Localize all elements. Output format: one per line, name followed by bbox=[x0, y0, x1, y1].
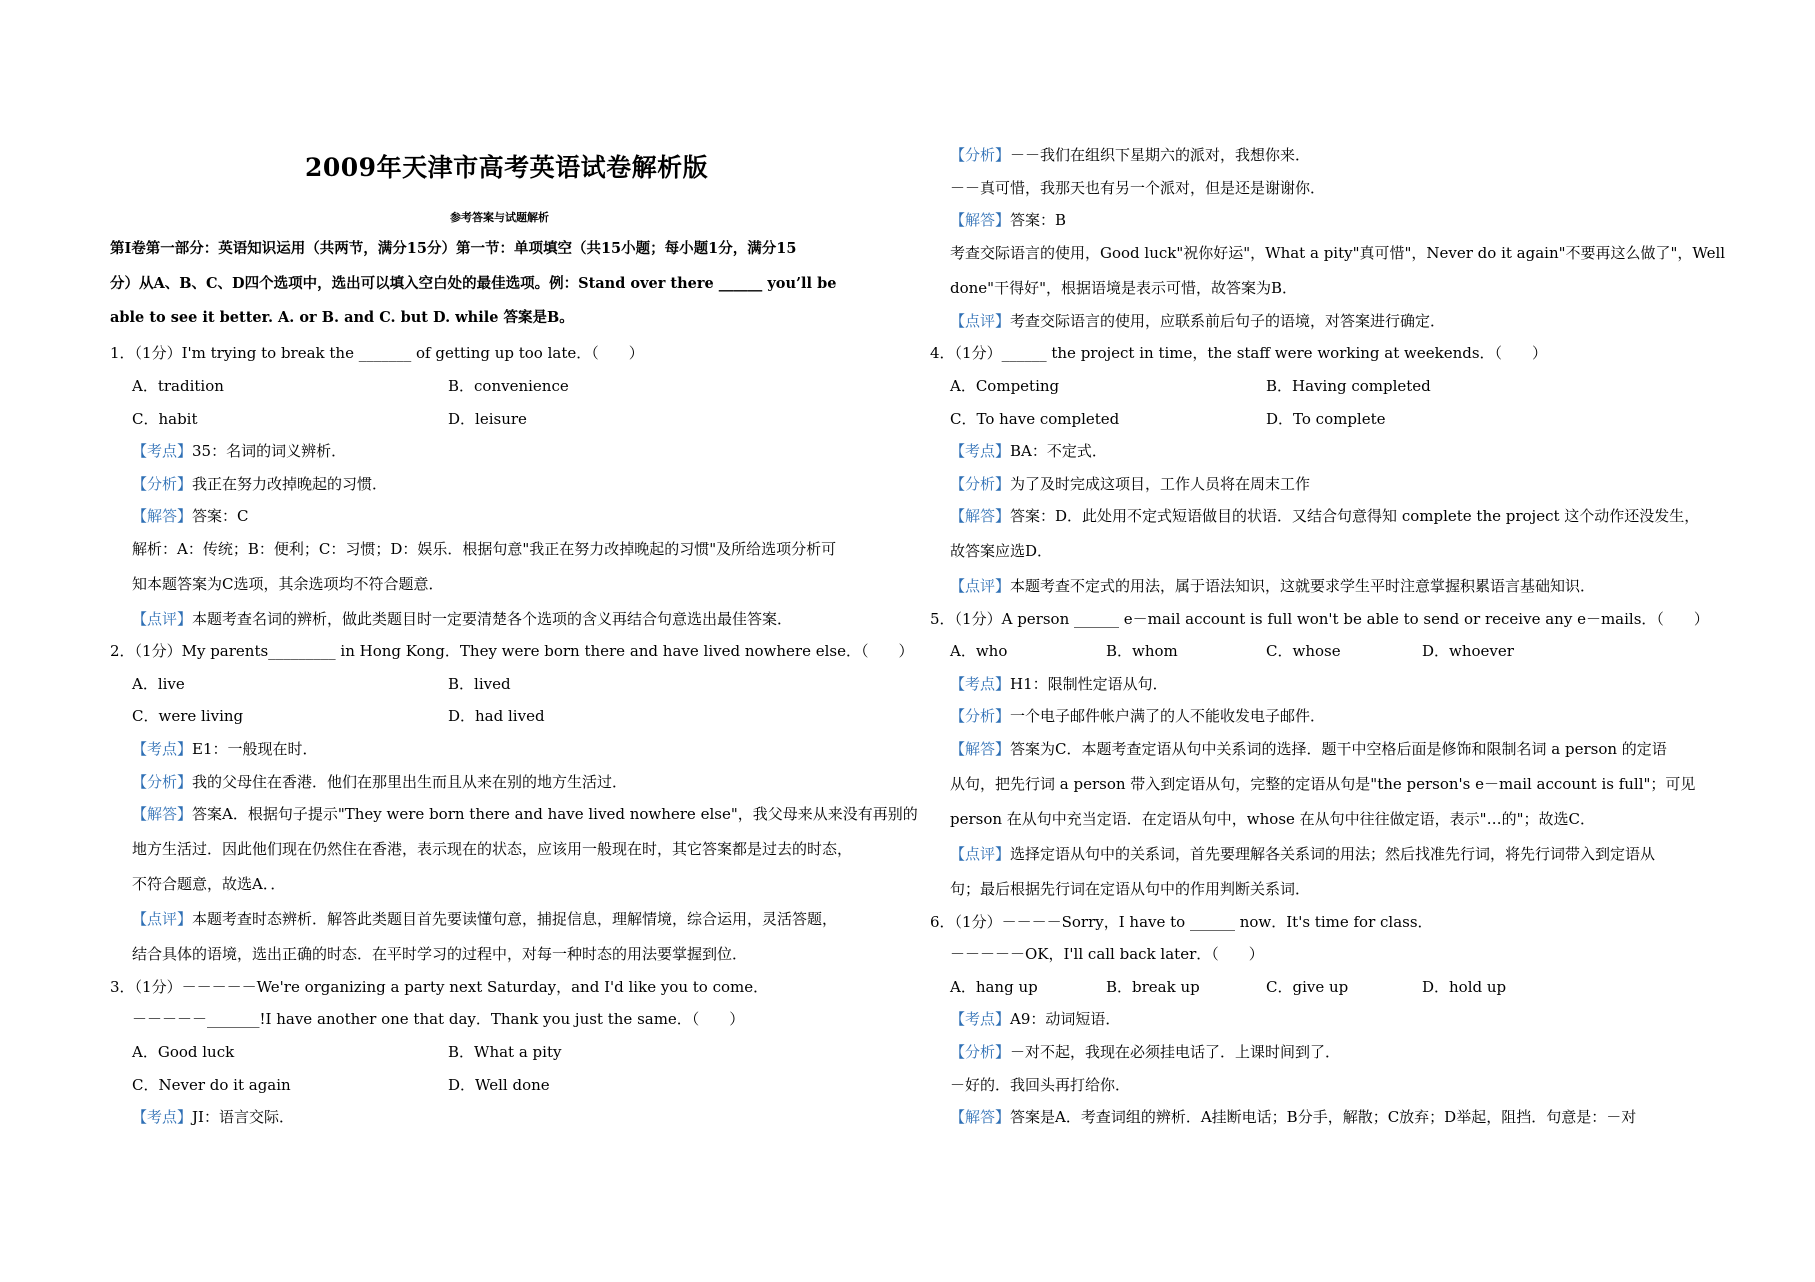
q4-fenxi-text: 为了及时完成这项目，工作人员将在周末工作 bbox=[1010, 475, 1311, 493]
q1-jieda bbox=[132, 505, 249, 526]
q5-dianping-text-1: 选择定语从句中的关系词，首先要理解各关系词的用法；然后找准先行词，将先行词带入到定语从 bbox=[1010, 845, 1656, 863]
instructions-line-1: 第Ⅰ卷第一部分：英语知识运用（共两节，满分15分）第一节：单项填空（共15小题；每小题1分，满分15 bbox=[110, 240, 797, 257]
instructions-line-2: 分）从A、B、C、D四个选项中，选出可以填入空白处的最佳选项。例：Stand over there ______ you’ll be bbox=[110, 275, 837, 292]
q5-kaodian bbox=[950, 673, 1168, 694]
q6-kaodian-text: A9：动词短语． bbox=[1010, 1010, 1121, 1028]
q2-fenxi bbox=[132, 771, 627, 792]
q5-kaodian-text: H1：限制性定语从句． bbox=[1010, 675, 1168, 693]
q2-fenxi-text: 我的父母住在香港．他们在那里出生而且从来在别的地方生活过． bbox=[192, 773, 628, 791]
q3-fenxi-text-1: －－我们在组织下星期六的派对，我想你来． bbox=[1010, 146, 1311, 164]
q1-dianping bbox=[132, 608, 792, 629]
jieda-tag: 【解答】 bbox=[950, 740, 1011, 758]
q3-option-b: B．What a pity bbox=[448, 1043, 562, 1061]
q1-dianping-text: 本题考查名词的辨析，做此类题目时一定要清楚各个选项的含义再结合句意选出最佳答案． bbox=[192, 610, 793, 628]
q5-option-c: C．whose bbox=[1266, 642, 1341, 660]
q4-option-a: A．Competing bbox=[950, 377, 1060, 395]
q5-dianping-line-1 bbox=[950, 843, 1655, 864]
q1-option-d: D．leisure bbox=[448, 410, 527, 428]
question-3-stem-line-2: －－－－－_______!I have another one that day．Thank you just the same．（ ） bbox=[132, 1010, 745, 1028]
dianping-tag: 【点评】 bbox=[132, 910, 193, 928]
q4-option-c: C．To have completed bbox=[950, 410, 1120, 428]
q5-jieda-line-1 bbox=[950, 738, 1667, 759]
q5-dianping-line-2: 句；最后根据先行词在定语从句中的作用判断关系词． bbox=[950, 880, 1311, 898]
question-3-stem-line-1: 3．（1分）－－－－－We're organizing a party next Saturday，and I'd like you to come． bbox=[110, 978, 769, 996]
question-5-stem: 5．（1分）A person ______ e－mail account is full won't be able to send or receive any e－mails．（ ） bbox=[930, 610, 1709, 628]
question-2-stem: 2．（1分）My parents_________ in Hong Kong．They were born there and have lived nowhere else．（ ） bbox=[110, 642, 914, 660]
instructions-line-3: able to see it better. A. or B. and C. but D. while 答案是B。 bbox=[110, 309, 574, 326]
kaodian-tag: 【考点】 bbox=[132, 1108, 193, 1126]
q2-dianping-line-1 bbox=[132, 908, 837, 929]
q3-option-d: D．Well done bbox=[448, 1076, 550, 1094]
q1-kaodian-text: 35：名词的词义辨析． bbox=[192, 442, 347, 460]
kaodian-tag: 【考点】 bbox=[132, 442, 193, 460]
fenxi-tag: 【分析】 bbox=[950, 1043, 1011, 1061]
q3-kaodian-text: JI：语言交际． bbox=[192, 1108, 294, 1126]
q4-jieda-line-1 bbox=[950, 505, 1699, 526]
q6-option-b: B．break up bbox=[1106, 978, 1200, 996]
question-1-stem: 1．（1分）I'm trying to break the _______ of getting up too late．（ ） bbox=[110, 344, 644, 362]
dianping-tag: 【点评】 bbox=[950, 577, 1011, 595]
question-6-stem-line-2: －－－－－OK，I'll call back later．（ ） bbox=[950, 945, 1264, 963]
q2-jieda-text-1: 答案A．根据句子提示"They were born there and have lived nowhere else"，我父母来从来没有再别的 bbox=[192, 805, 918, 823]
q3-dianping bbox=[950, 310, 1445, 331]
q3-option-c: C．Never do it again bbox=[132, 1076, 291, 1094]
q1-fenxi bbox=[132, 473, 387, 494]
q4-option-d: D．To complete bbox=[1266, 410, 1386, 428]
dianping-tag: 【点评】 bbox=[950, 845, 1011, 863]
q6-option-a: A．hang up bbox=[950, 978, 1038, 996]
fenxi-tag: 【分析】 bbox=[950, 707, 1011, 725]
q2-jieda-line-3: 不符合题意，故选A．． bbox=[132, 875, 286, 893]
q5-jieda-line-2: 从句，把先行词 a person 带入到定语从句，完整的定语从句是"the person's e－mail account is full"；可见 bbox=[950, 775, 1696, 793]
q3-dianping-text: 考查交际语言的使用，应联系前后句子的语境，对答案进行确定． bbox=[1010, 312, 1446, 330]
q5-jieda-line-3: person 在从句中充当定语．在定语从句中，whose 在从句中往往做定语，表示"…的"；故选C． bbox=[950, 810, 1595, 828]
page-title: 2009年天津市高考英语试卷解析版 bbox=[305, 153, 709, 182]
q3-jieda-line-2: 考查交际语言的使用，Good luck"祝你好运"，What a pity"真可惜"，Never do it again"不要再这么做了"，Well bbox=[950, 244, 1726, 262]
fenxi-tag: 【分析】 bbox=[950, 475, 1011, 493]
fenxi-tag: 【分析】 bbox=[950, 146, 1011, 164]
right-column bbox=[930, 0, 1726, 1282]
q1-jiexi-line-1: 解析：A：传统；B：便利；C：习惯；D：娱乐．根据句意"我正在努力改掉晚起的习惯"及所给选项分析可 bbox=[132, 540, 837, 558]
jieda-tag: 【解答】 bbox=[950, 211, 1011, 229]
q4-kaodian bbox=[950, 440, 1107, 461]
page-subtitle: 参考答案与试题解析 bbox=[450, 211, 549, 224]
question-6-stem-line-1: 6．（1分）－－－－Sorry，I have to ______ now．It's time for class． bbox=[930, 913, 1433, 931]
q6-jieda bbox=[950, 1106, 1636, 1127]
q5-option-a: A．who bbox=[950, 642, 1008, 660]
jieda-tag: 【解答】 bbox=[950, 507, 1011, 525]
fenxi-tag: 【分析】 bbox=[132, 773, 193, 791]
q1-kaodian bbox=[132, 440, 346, 461]
q6-fenxi-line-1 bbox=[950, 1041, 1340, 1062]
q3-fenxi-line-1 bbox=[950, 144, 1310, 165]
kaodian-tag: 【考点】 bbox=[950, 675, 1011, 693]
q5-option-d: D．whoever bbox=[1422, 642, 1514, 660]
q4-dianping bbox=[950, 575, 1595, 596]
jieda-tag: 【解答】 bbox=[950, 1108, 1011, 1126]
q6-kaodian bbox=[950, 1008, 1120, 1029]
q2-dianping-text-1: 本题考查时态辨析．解答此类题目首先要读懂句意，捕捉信息，理解情境，综合运用，灵活答题， bbox=[192, 910, 838, 928]
q1-option-c: C．habit bbox=[132, 410, 198, 428]
q5-jieda-text-1: 答案为C．本题考查定语从句中关系词的选择．题干中空格后面是修饰和限制名词 a person 的定语 bbox=[1010, 740, 1667, 758]
q4-kaodian-text: BA：不定式． bbox=[1010, 442, 1107, 460]
q3-option-a: A．Good luck bbox=[132, 1043, 235, 1061]
left-column bbox=[110, 0, 918, 1282]
q4-option-b: B．Having completed bbox=[1266, 377, 1431, 395]
q4-jieda-text-1: 答案：D．此处用不定式短语做目的状语．又结合句意得知 complete the project 这个动作还没发生， bbox=[1010, 507, 1700, 525]
kaodian-tag: 【考点】 bbox=[950, 1010, 1011, 1028]
q1-option-b: B．convenience bbox=[448, 377, 569, 395]
q5-option-b: B．whom bbox=[1106, 642, 1178, 660]
q3-jieda bbox=[950, 209, 1066, 230]
kaodian-tag: 【考点】 bbox=[950, 442, 1011, 460]
q3-jieda-text: 答案：B bbox=[1010, 211, 1067, 229]
q6-fenxi-line-2: －好的．我回头再打给你． bbox=[950, 1076, 1131, 1094]
q2-jieda-line-2: 地方生活过．因此他们现在仍然住在香港，表示现在的状态，应该用一般现在时，其它答案都是过去的时态， bbox=[132, 840, 853, 858]
q3-jieda-line-3: done"干得好"，根据语境是表示可惜，故答案为B． bbox=[950, 279, 1297, 297]
jieda-tag: 【解答】 bbox=[132, 507, 193, 525]
q6-option-c: C．give up bbox=[1266, 978, 1349, 996]
q3-kaodian bbox=[132, 1106, 294, 1127]
question-4-stem: 4．（1分）______ the project in time，the staff were working at weekends．（ ） bbox=[930, 344, 1548, 362]
q2-kaodian bbox=[132, 738, 318, 759]
q2-jieda-line-1 bbox=[132, 803, 918, 824]
q2-kaodian-text: E1：一般现在时． bbox=[192, 740, 318, 758]
q2-option-d: D．had lived bbox=[448, 707, 545, 725]
kaodian-tag: 【考点】 bbox=[132, 740, 193, 758]
q6-option-d: D．hold up bbox=[1422, 978, 1507, 996]
q2-dianping-line-2: 结合具体的语境，选出正确的时态．在平时学习的过程中，对每一种时态的用法要掌握到位． bbox=[132, 945, 748, 963]
fenxi-tag: 【分析】 bbox=[132, 475, 193, 493]
q6-jieda-text: 答案是A．考查词组的辨析．A挂断电话；B分手，解散；C放弃；D举起，阻挡．句意是：－对 bbox=[1010, 1108, 1637, 1126]
q2-option-c: C．were living bbox=[132, 707, 244, 725]
q2-option-a: A．live bbox=[132, 675, 185, 693]
q5-fenxi bbox=[950, 705, 1325, 726]
q4-dianping-text: 本题考查不定式的用法，属于语法知识，这就要求学生平时注意掌握积累语言基础知识． bbox=[1010, 577, 1596, 595]
jieda-tag: 【解答】 bbox=[132, 805, 193, 823]
q1-jiexi-line-2: 知本题答案为C选项，其余选项均不符合题意． bbox=[132, 575, 444, 593]
q5-fenxi-text: 一个电子邮件帐户满了的人不能收发电子邮件． bbox=[1010, 707, 1326, 725]
q1-fenxi-text: 我正在努力改掉晚起的习惯． bbox=[192, 475, 388, 493]
dianping-tag: 【点评】 bbox=[132, 610, 193, 628]
dianping-tag: 【点评】 bbox=[950, 312, 1011, 330]
q6-fenxi-text-1: －对不起，我现在必须挂电话了．上课时间到了． bbox=[1010, 1043, 1341, 1061]
q3-fenxi-line-2: －－真可惜，我那天也有另一个派对，但是还是谢谢你． bbox=[950, 179, 1326, 197]
q2-option-b: B．lived bbox=[448, 675, 511, 693]
q4-jieda-line-2: 故答案应选D． bbox=[950, 542, 1053, 560]
q1-option-a: A．tradition bbox=[132, 377, 224, 395]
q4-fenxi bbox=[950, 473, 1310, 494]
q1-jieda-text: 答案：C bbox=[192, 507, 249, 525]
